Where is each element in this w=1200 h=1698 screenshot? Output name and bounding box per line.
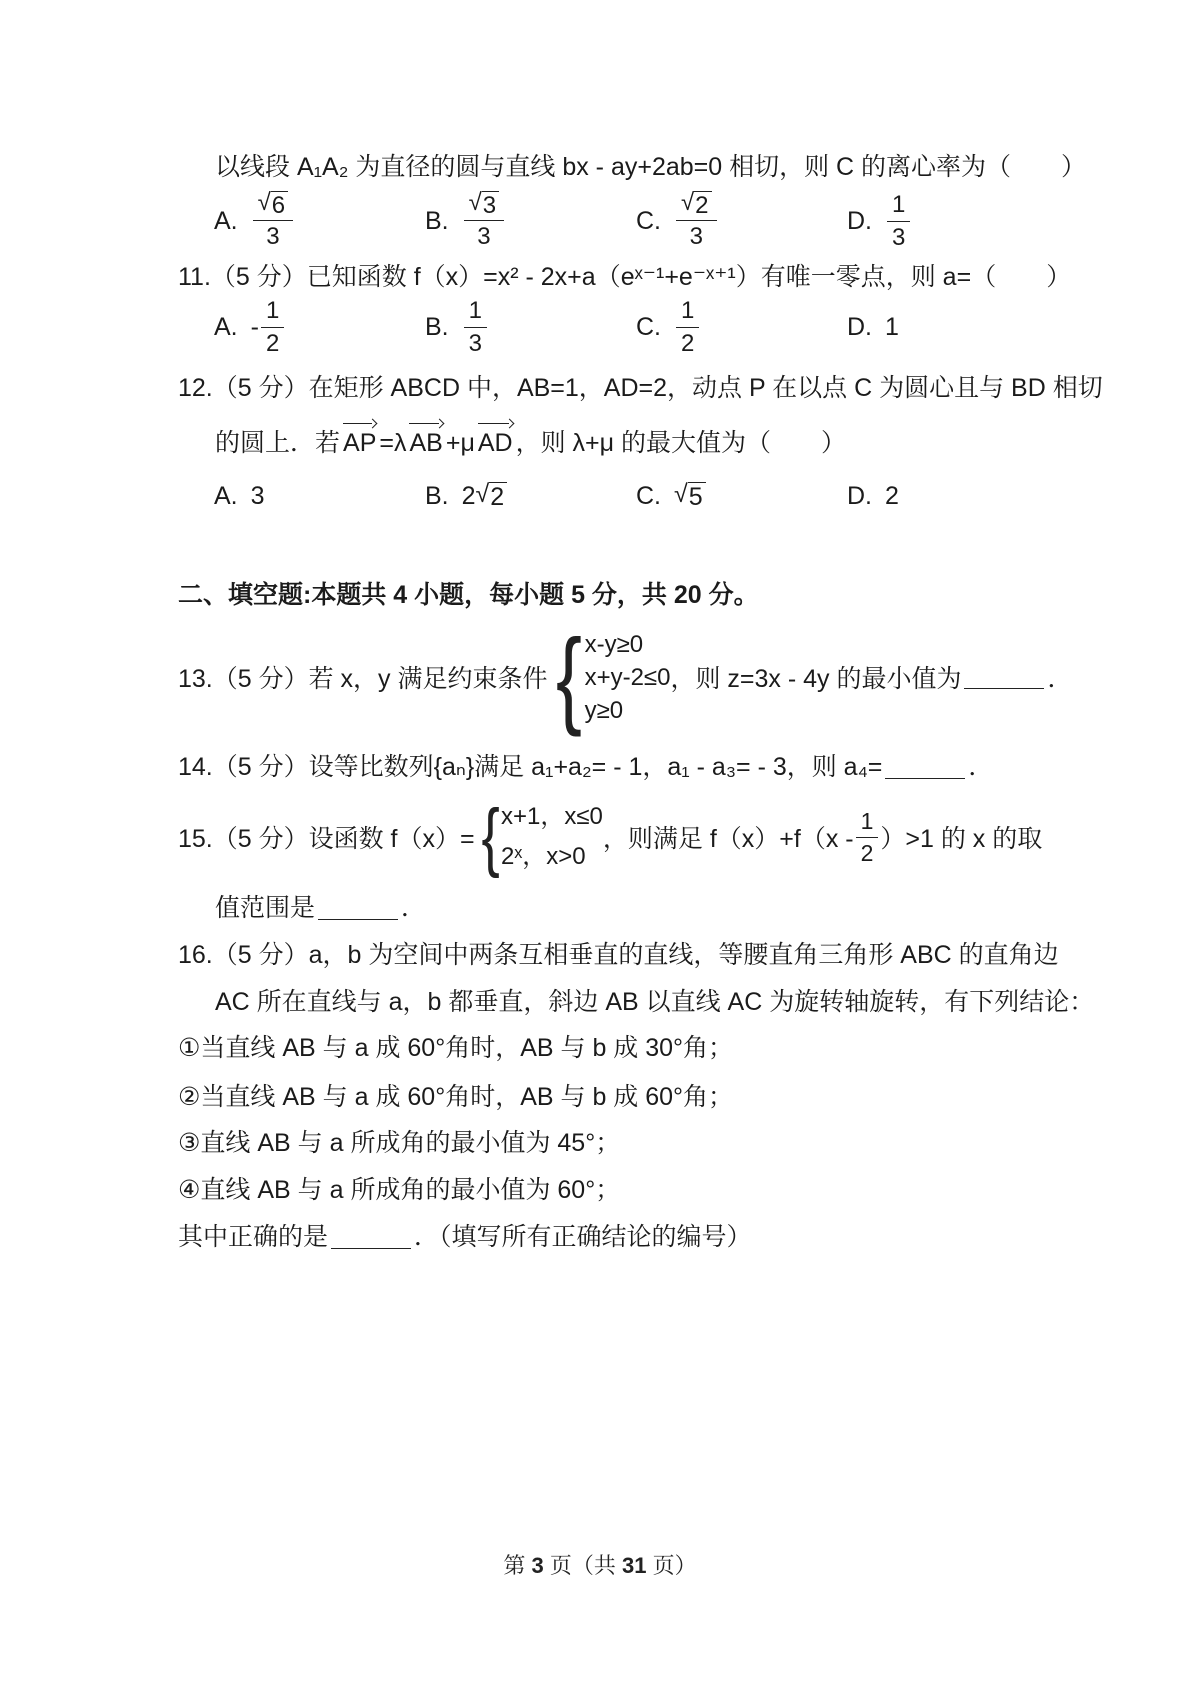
option-value: [251, 482, 265, 511]
math-text: 3: [477, 223, 491, 251]
option-label: B.: [425, 206, 449, 235]
q13-constraint-system: [551, 616, 671, 737]
q12-options-row: [214, 482, 899, 511]
answer-blank-q13: [964, 666, 1044, 689]
option-label: D.: [847, 206, 872, 235]
q12-line2-eq: =λ: [379, 429, 407, 457]
q13-constraint-3: y≥0: [584, 696, 624, 724]
q16-conclusion-3: ③直线 AB 与 a 所成角的最小值为 45°；: [178, 1129, 621, 1157]
vector-AP: AP: [343, 426, 376, 460]
option-d: [847, 191, 912, 251]
fraction: [856, 808, 879, 866]
option-value: [885, 482, 899, 511]
q15-mid: ，则满足 f（x）+f（x -: [602, 825, 854, 853]
q15-line2-end: ．: [401, 894, 427, 922]
q14-text: 14.（5 分）设等比数列{aₙ}满足 a₁+a₂= - 1，a₁ - a₃= - 3，则 a₄=: [178, 753, 883, 781]
option-a: [214, 482, 425, 511]
q10-options-row: [214, 191, 912, 251]
q13: [178, 616, 1073, 737]
math-text: 3: [468, 329, 482, 357]
q12-stem-line2: [215, 426, 846, 460]
fraction-denominator: [690, 221, 703, 251]
q13-system-lines: [585, 628, 671, 727]
q16-final-post: ．（填写所有正确结论的编号）: [414, 1223, 752, 1251]
fraction-numerator: [464, 297, 487, 328]
q12-line2-pre: 的圆上．若: [215, 429, 341, 457]
q12-line2-plus: +μ: [445, 429, 475, 457]
footer-page-number: 3: [531, 1553, 544, 1578]
q11-options-row: [214, 297, 899, 357]
radical-sign: √: [681, 189, 695, 217]
option-a: [214, 191, 425, 251]
fraction-numerator: 1: [856, 808, 879, 837]
sqrt-expression: [476, 482, 508, 510]
sqrt-expression: [258, 191, 289, 218]
q11-stem: 11.（5 分）已知函数 f（x）=x² - 2x+a（eˣ⁻¹+e⁻ˣ⁺¹）有唯一零点，则 a=（ ）: [178, 263, 1072, 291]
left-brace: {: [555, 616, 582, 737]
fraction: [887, 191, 910, 251]
fraction-numerator: [253, 191, 294, 221]
math-text: 1: [681, 297, 695, 324]
q16-conclusion-2: ②当直线 AB 与 a 成 60°角时，AB 与 b 成 60°角；: [178, 1083, 734, 1111]
vector-AD: AD: [478, 426, 513, 460]
radicand: 2: [694, 191, 711, 218]
option-label: B.: [425, 482, 449, 510]
radicand: 6: [271, 191, 288, 218]
option-label: B.: [425, 312, 449, 341]
option-c: [636, 297, 847, 357]
option-label: A.: [214, 206, 238, 235]
math-text: 3: [689, 223, 703, 251]
math-text: 3: [266, 223, 280, 251]
fraction: [676, 297, 699, 357]
footer-text: 页（共: [543, 1553, 622, 1578]
fraction: [253, 191, 294, 251]
fraction: [464, 297, 487, 357]
q13-end: ．: [1047, 665, 1073, 694]
q13-constraint-1: x-y≥0: [584, 630, 644, 658]
math-text: 2: [885, 482, 899, 510]
q15-line2: [215, 891, 426, 925]
math-text: 3: [250, 482, 265, 510]
fraction-denominator: 2: [860, 839, 874, 866]
footer-text: 页）: [646, 1553, 697, 1578]
q14-end: ．: [968, 753, 994, 781]
option-label: D.: [847, 312, 872, 341]
q16-conclusion-4: ④直线 AB 与 a 所成角的最小值为 60°；: [178, 1176, 621, 1204]
math-text: 2: [461, 482, 476, 510]
option-label: C.: [636, 312, 661, 341]
sqrt-expression: [469, 191, 500, 218]
fraction-numerator: [464, 191, 505, 221]
radical-sign: √: [468, 189, 482, 217]
fraction-denominator: [266, 221, 279, 251]
q13-constraint-2: x+y-2≤0: [584, 663, 671, 691]
radical-sign: √: [257, 189, 271, 217]
option-c: [636, 482, 847, 511]
option-c: [636, 191, 847, 251]
option-d: [847, 313, 899, 342]
fraction-denominator: [892, 222, 905, 252]
footer-text: 第: [503, 1553, 532, 1578]
q15-system-lines: [501, 797, 603, 877]
option-label: C.: [636, 206, 661, 235]
answer-blank-q15: [318, 897, 398, 920]
q12-line2-post: ，则 λ+μ 的最大值为（ ）: [515, 429, 846, 457]
radicand: 5: [688, 482, 706, 510]
option-a: [214, 297, 425, 357]
option-label: D.: [847, 482, 872, 510]
option-value: [251, 191, 296, 251]
math-text: 2: [265, 329, 280, 357]
q15-post: ）>1 的 x 的取: [880, 825, 1043, 853]
q12-stem-line1: 12.（5 分）在矩形 ABCD 中，AB=1，AD=2，动点 P 在以点 C 为圆心且与 BD 相切: [178, 374, 1103, 402]
q16-conclusion-1: ①当直线 AB 与 a 成 60°角时，AB 与 b 成 30°角；: [178, 1034, 734, 1062]
option-b: [425, 297, 636, 357]
option-value: [674, 297, 701, 357]
radical-sign: √: [475, 480, 490, 509]
answer-blank-q14: [885, 756, 965, 779]
math-text: 1: [468, 297, 482, 324]
option-value: [462, 297, 489, 357]
q15-piece-1: x+1，x≤0: [501, 803, 603, 830]
q15-piecewise-system: [478, 793, 603, 879]
option-value: [885, 191, 912, 251]
fraction: [676, 191, 717, 251]
fraction: [464, 191, 505, 251]
option-value: [462, 482, 508, 511]
left-brace: {: [481, 793, 500, 879]
q16-stem-line2: AC 所在直线与 a，b 都垂直，斜边 AB 以直线 AC 为旋转轴旋转，有下列结论：: [215, 988, 1095, 1016]
option-label: C.: [636, 482, 661, 510]
math-text: 3: [892, 223, 906, 251]
option-value: [885, 313, 899, 342]
fraction-numerator: [887, 191, 910, 222]
q10-stem-continuation: 以线段 A₁A₂ 为直径的圆与直线 bx - ay+2ab=0 相切，则 C 的离心率为（ ）: [215, 153, 1087, 181]
option-value: [674, 191, 719, 251]
q16-final-pre: 其中正确的是: [178, 1223, 329, 1251]
option-label: A.: [214, 482, 238, 510]
q13-mid: ，则 z=3x - 4y 的最小值为: [670, 665, 962, 694]
q15-piece-2: 2ˣ，x>0: [501, 843, 586, 870]
option-b: [425, 482, 636, 511]
math-text: 1: [885, 312, 899, 341]
page-footer: [0, 1549, 1200, 1580]
answer-blank-q16: [331, 1226, 411, 1249]
fraction-numerator: [261, 297, 284, 328]
option-b: [425, 191, 636, 251]
sqrt-expression: [681, 191, 712, 218]
q15: [178, 793, 1043, 879]
option-value: [674, 482, 706, 510]
math-text: 2: [681, 329, 695, 357]
radicand: 3: [482, 191, 499, 218]
q15-pre: 15.（5 分）设函数 f（x）=: [178, 825, 475, 853]
fraction-denominator: [477, 221, 490, 251]
option-d: [847, 482, 899, 511]
vector-AB: AB: [409, 426, 442, 460]
q16-final-line: [178, 1220, 752, 1254]
footer-total-pages: 31: [622, 1553, 647, 1578]
math-text: 1: [892, 191, 906, 218]
q15-line2-pre: 值范围是: [215, 894, 316, 922]
fraction-denominator: [469, 328, 482, 358]
section-2-heading: 二、填空题:本题共 4 小题，每小题 5 分，共 20 分。: [178, 581, 759, 609]
option-label: A.: [214, 312, 238, 341]
fraction-denominator: [266, 328, 279, 358]
q16-stem-line1: 16.（5 分）a，b 为空间中两条互相垂直的直线，等腰直角三角形 ABC 的直角边: [178, 941, 1059, 969]
fraction: [261, 297, 284, 357]
math-text: 1: [265, 297, 280, 324]
option-value: [251, 297, 287, 357]
q14: [178, 750, 993, 784]
fraction-numerator: [676, 191, 717, 221]
radical-sign: √: [674, 480, 688, 509]
q13-pre: 13.（5 分）若 x，y 满足约束条件: [178, 665, 548, 694]
fraction-numerator: [676, 297, 699, 328]
radicand: 2: [489, 482, 507, 510]
option-value: [462, 191, 507, 251]
math-text: -: [250, 312, 259, 341]
sqrt-expression: [674, 482, 706, 510]
fraction-denominator: [681, 328, 694, 358]
